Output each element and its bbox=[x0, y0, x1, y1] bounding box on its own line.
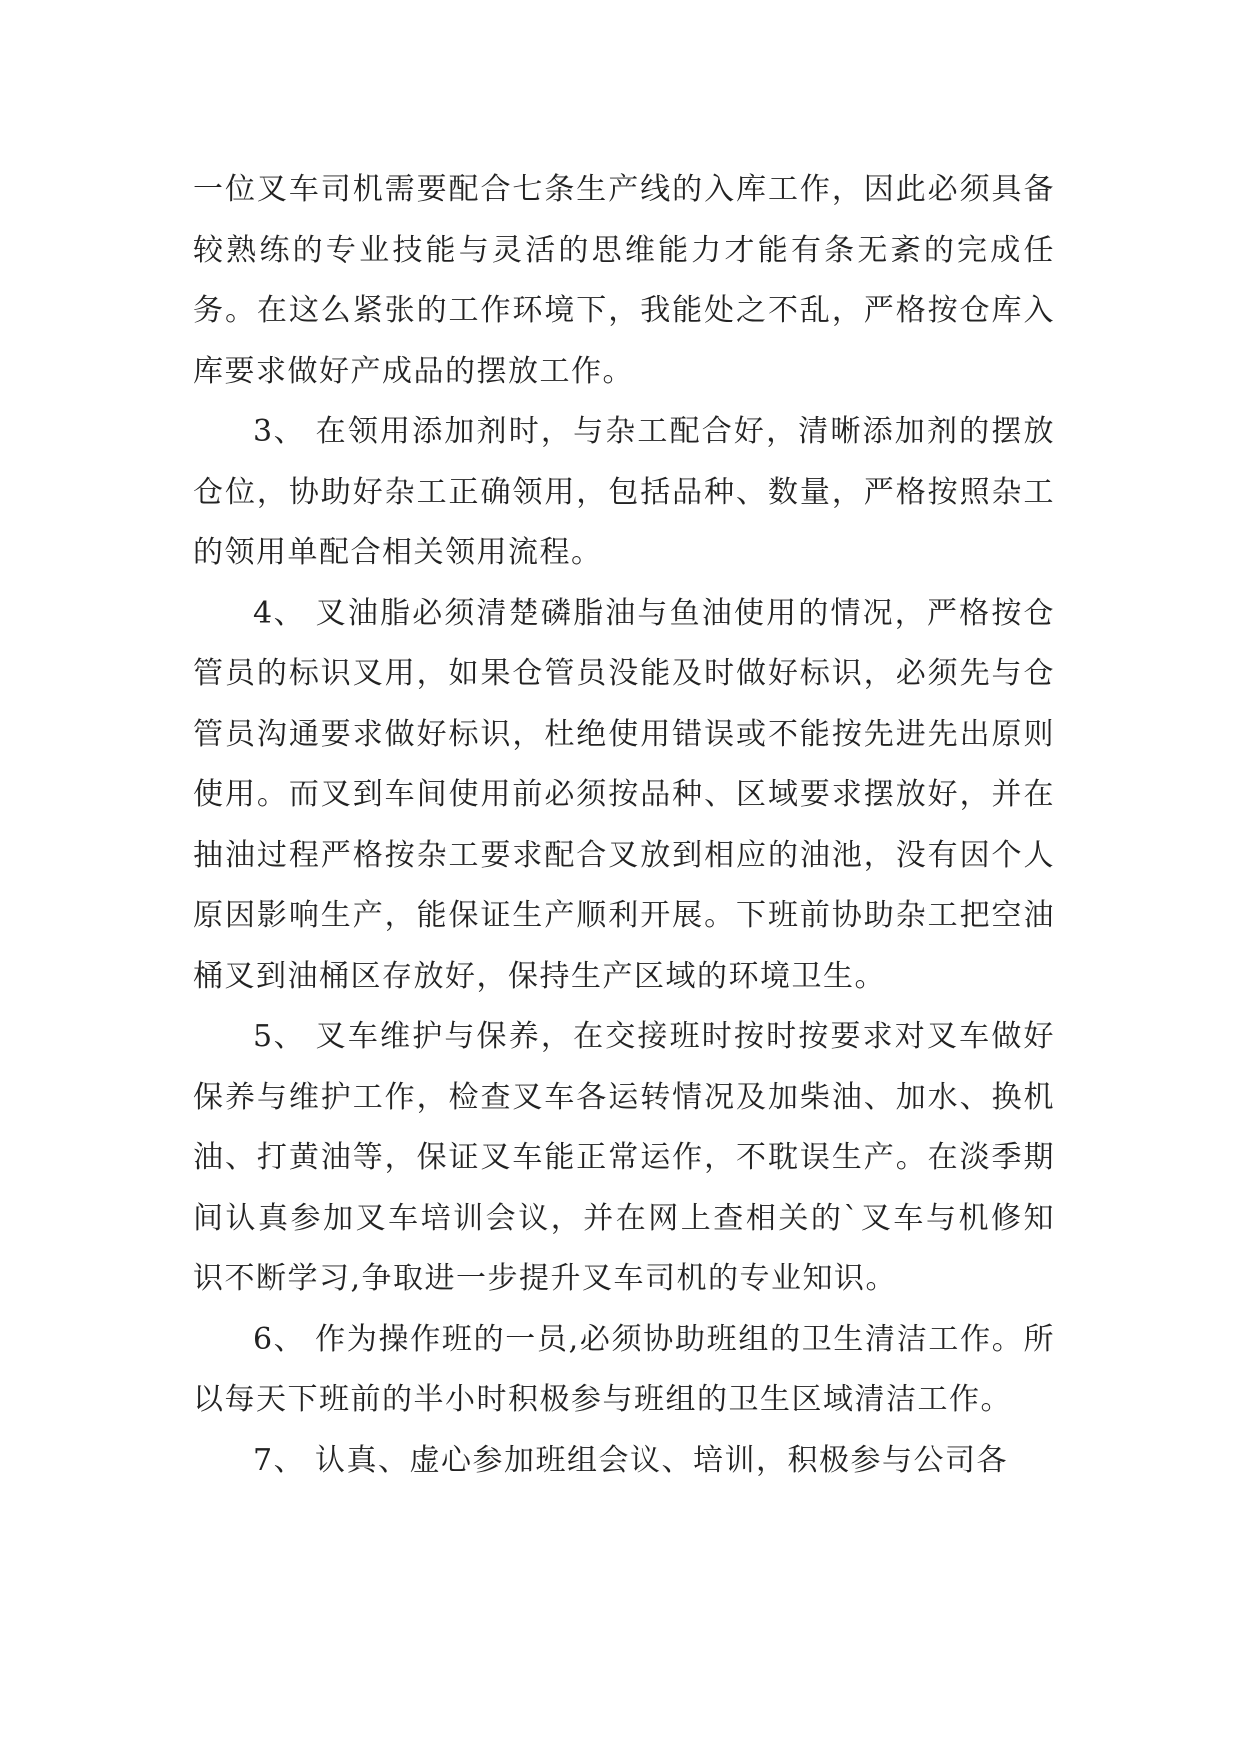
paragraph-number: 5、 bbox=[253, 1019, 306, 1054]
paragraph-item-7 bbox=[193, 1431, 1055, 1492]
paragraph-text: 作为操作班的一员,必须协助班组的卫生清洁工作。所以每天下班前的半小时积极参与班组的卫生区域清洁工作。 bbox=[193, 1321, 1055, 1417]
paragraph-number: 7、 bbox=[253, 1442, 306, 1478]
paragraph-number: 4、 bbox=[253, 595, 306, 631]
paragraph-continuation bbox=[193, 160, 1055, 402]
paragraph-item-5 bbox=[193, 1007, 1055, 1310]
paragraph-text: 一位叉车司机需要配合七条生产线的入库工作，因此必须具备较熟练的专业技能与灵活的思维能力才能有条无紊的完成任务。在这么紧张的工作环境下，我能处之不乱，严格按仓库入库要求做好产成品的摆放工作。 bbox=[193, 172, 1055, 389]
document-body bbox=[193, 160, 1055, 1491]
paragraph-item-3 bbox=[193, 402, 1055, 584]
paragraph-item-4 bbox=[193, 584, 1055, 1008]
paragraph-text: 在领用添加剂时，与杂工配合好，清晰添加剂的摆放仓位，协助好杂工正确领用，包括品种、数量，严格按照杂工的领用单配合相关领用流程。 bbox=[193, 414, 1055, 570]
paragraph-number: 6、 bbox=[253, 1321, 306, 1357]
paragraph-text: 叉油脂必须清楚磷脂油与鱼油使用的情况，严格按仓管员的标识叉用，如果仓管员没能及时做好标识，必须先与仓管员沟通要求做好标识，杜绝使用错误或不能按先进先出原则使用。而叉到车间使用前必须按品种、区域要求摆放好，并在抽油过程严格按杂工要求配合叉放到相应的油池，没有因个人原因影响生产，能保证生产顺利开展。下班前协助杂工把空油桶叉到油桶区存放好，保持生产区域的环境卫生。 bbox=[193, 595, 1055, 994]
paragraph-text: 认真、虚心参加班组会议、培训，积极参与公司各 bbox=[315, 1442, 1008, 1478]
paragraph-number: 3、 bbox=[253, 414, 306, 449]
paragraph-item-6 bbox=[193, 1310, 1055, 1431]
paragraph-text: 叉车维护与保养，在交接班时按时按要求对叉车做好保养与维护工作，检查叉车各运转情况及加柴油、加水、换机油、打黄油等，保证叉车能正常运作，不耽误生产。在淡季期间认真参加叉车培训会议，并在网上查相关的`叉车与机修知识不断学习,争取进一步提升叉车司机的专业知识。 bbox=[193, 1019, 1055, 1296]
